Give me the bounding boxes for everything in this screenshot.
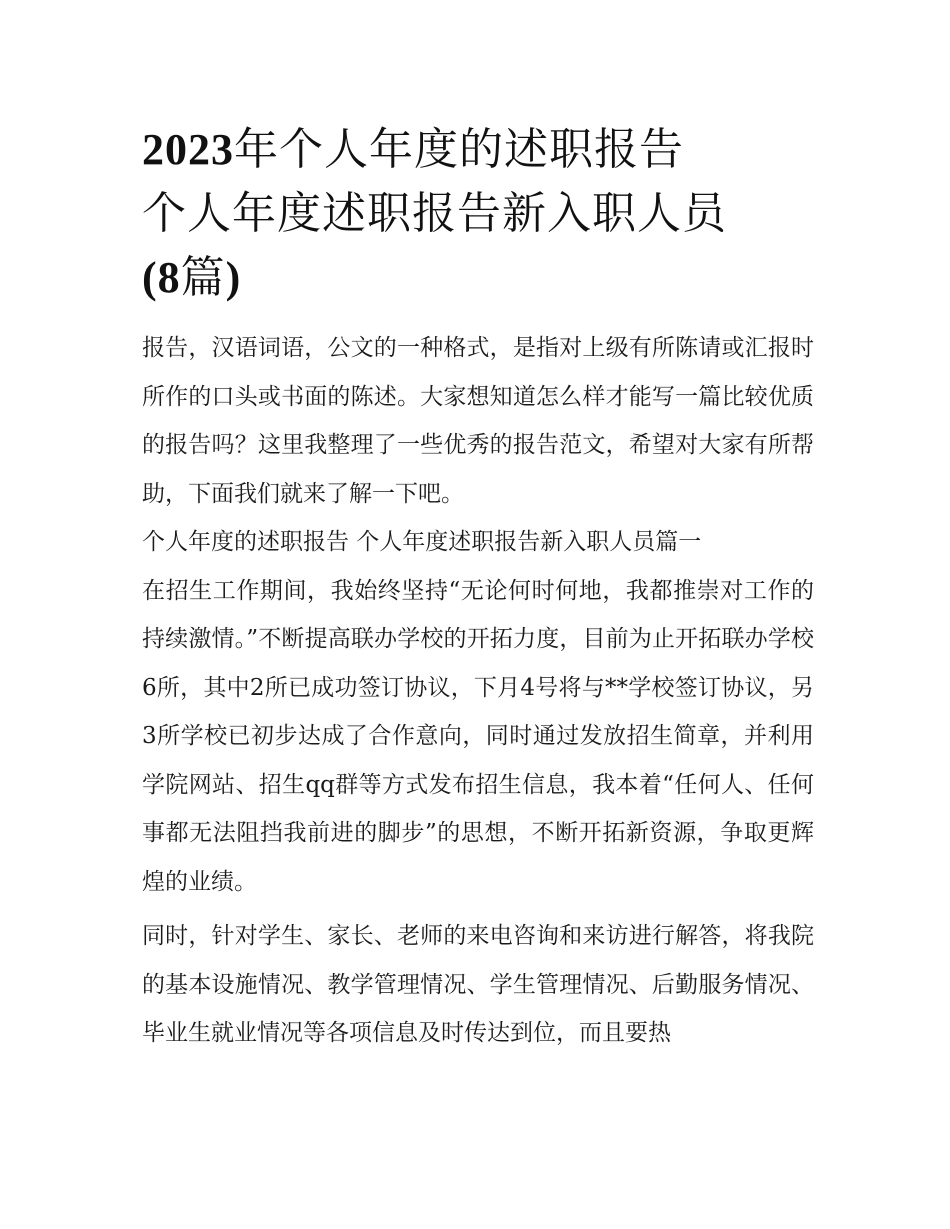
title-line-1-text: 年个人年度的述职报告 <box>234 124 684 175</box>
intro-paragraph: 报告，汉语词语，公文的一种格式，是指对上级有所陈请或汇报时所作的口头或书面的陈述。大家想知道怎么样才能写一篇比较优质的报告吗？这里我整理了一些优秀的报告范文，希望对大家有所帮助，下面我们就来了解一下吧。 <box>142 335 814 507</box>
document-page <box>142 118 814 1058</box>
title-count: 8 <box>157 253 181 302</box>
title-paren-close: ) <box>225 253 242 302</box>
title-line-1 <box>142 118 814 182</box>
document-title <box>142 118 814 310</box>
title-line-3 <box>142 246 814 310</box>
title-paren-open: ( <box>142 253 158 302</box>
title-count-unit: 篇 <box>180 252 226 303</box>
body-paragraph-1: 在招生工作期间，我始终坚持“无论何时何地，我都推崇对工作的持续激情。”不断提高联办学校的开拓力度，目前为止开拓联办学校6所，其中2所已成功签订协议，下月4号将与**学校签订协议，另3所学校已初步达成了合作意向，同时通过发放招生简章，并利用学院网站、招生qq群等方式发布招生信息，我本着“任何人、任何事都无法阻挡我前进的脚步”的思想，不断开拓新资源，争取更辉煌的业绩。 <box>142 577 814 895</box>
title-line-2: 个人年度述职报告新入职人员 <box>142 188 727 239</box>
section-heading: 个人年度的述职报告 个人年度述职报告新入职人员篇一 <box>142 529 702 555</box>
body-paragraph-2: 同时，针对学生、家长、老师的来电咨询和来访进行解答，将我院的基本设施情况、教学管理情况、学生管理情况、后勤服务情况、毕业生就业情况等各项信息及时传达到位，而且要热 <box>142 923 814 1046</box>
title-year: 2023 <box>142 125 234 174</box>
